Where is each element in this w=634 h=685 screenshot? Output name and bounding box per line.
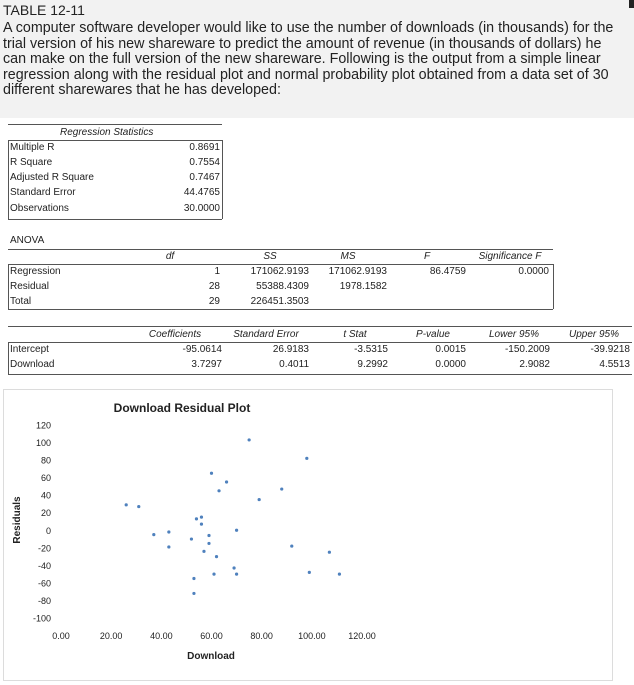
residual-point xyxy=(207,542,210,545)
y-tick-label: 120 xyxy=(35,420,51,431)
regstats-value-observations: 30.0000 xyxy=(183,203,220,214)
y-tick-label: 0 xyxy=(45,525,51,536)
residual-point xyxy=(210,472,213,475)
coef-col-std-error: Standard Error xyxy=(233,329,299,340)
coef-intercept-upper95: -39.9218 xyxy=(590,344,630,355)
x-tick-label: 20.00 xyxy=(99,631,123,641)
residual-point xyxy=(248,438,251,441)
regstats-value-r-square: 0.7554 xyxy=(189,157,220,168)
residual-point xyxy=(225,480,228,483)
anova-df-total: 29 xyxy=(208,296,220,307)
coef-col-lower95: Lower 95% xyxy=(488,329,540,340)
residual-point xyxy=(190,537,193,540)
regstats-heading: Regression Statistics xyxy=(60,127,154,138)
coef-intercept-lower95: -150.2009 xyxy=(504,344,550,355)
coef-download-coefficient: 3.7297 xyxy=(191,359,222,370)
regstats-label-r-square: R Square xyxy=(10,157,53,168)
y-tick-label: -40 xyxy=(37,560,51,571)
coef-col-upper95: Upper 95% xyxy=(568,329,620,340)
coef-col-p-value: P-value xyxy=(416,329,450,340)
anova-ss-total: 226451.3503 xyxy=(250,296,309,307)
chart-title: Download Residual Plot xyxy=(113,401,251,415)
residual-point xyxy=(192,577,195,580)
anova-col-ms: MS xyxy=(340,251,356,262)
anova-right-rule xyxy=(553,264,554,309)
residual-point xyxy=(215,555,218,558)
residual-point xyxy=(258,498,261,501)
regstats-bottom-rule xyxy=(8,219,222,220)
residual-point xyxy=(235,573,238,576)
coef-bottom-rule xyxy=(8,374,632,375)
coef-header-rule xyxy=(8,342,632,343)
anova-df-regression: 1 xyxy=(214,266,220,277)
residual-point xyxy=(235,529,238,532)
anova-col-f: F xyxy=(423,251,431,262)
anova-col-df: df xyxy=(165,251,175,262)
y-tick-label: -60 xyxy=(37,578,51,589)
coef-col-coefficients: Coefficients xyxy=(148,329,202,340)
residual-plot-frame xyxy=(3,389,613,681)
residual-point xyxy=(305,457,308,460)
anova-ms-residual: 1978.1582 xyxy=(339,281,387,292)
y-tick-label: 100 xyxy=(35,438,51,449)
anova-header-rule xyxy=(8,264,553,265)
regstats-value-std-error: 44.4765 xyxy=(183,187,220,198)
y-tick-label: 20 xyxy=(40,508,51,519)
coef-intercept-std-error: 26.9183 xyxy=(272,344,309,355)
y-tick-label: 80 xyxy=(40,455,51,466)
x-tick-label: 100.00 xyxy=(298,631,326,641)
regstats-label-adj-r-square: Adjusted R Square xyxy=(10,172,94,183)
x-tick-label: 60.00 xyxy=(200,631,223,641)
regstats-left-rule xyxy=(8,140,9,219)
residual-point xyxy=(217,489,220,492)
residual-point xyxy=(167,530,170,533)
anova-f-regression: 86.4759 xyxy=(429,266,466,277)
anova-top-rule xyxy=(8,249,553,250)
y-tick-label: -80 xyxy=(37,595,51,606)
x-tick-label: 0.00 xyxy=(52,631,70,641)
anova-sig-regression: 0.0000 xyxy=(518,266,549,277)
residual-point xyxy=(137,505,140,508)
residual-plot xyxy=(4,390,612,680)
anova-heading: ANOVA xyxy=(10,235,45,246)
regstats-label-multiple-r: Multiple R xyxy=(10,142,55,153)
coef-left-rule xyxy=(8,342,9,374)
residual-point xyxy=(280,487,283,490)
regstats-header-rule xyxy=(8,140,222,141)
anova-col-sig-f: Significance F xyxy=(478,251,542,262)
coef-download-p-value: 0.0000 xyxy=(435,359,466,370)
y-axis-label: Residuals xyxy=(12,496,23,544)
residual-point xyxy=(328,551,331,554)
y-tick-label: 60 xyxy=(40,473,51,484)
residual-point xyxy=(167,545,170,548)
anova-left-rule xyxy=(8,264,9,309)
residual-point xyxy=(207,534,210,537)
x-tick-label: 120.00 xyxy=(348,631,376,641)
residual-point xyxy=(200,523,203,526)
residual-point xyxy=(125,503,128,506)
coef-download-std-error: 0.4011 xyxy=(279,359,309,370)
coef-download-lower95: 2.9082 xyxy=(519,359,550,370)
anova-ss-residual: 55388.4309 xyxy=(256,281,309,292)
table-title: TABLE 12-11 xyxy=(3,2,85,18)
coef-label-download: Download xyxy=(10,359,55,370)
anova-label-residual: Residual xyxy=(10,281,49,292)
coef-intercept-coefficient: -95.0614 xyxy=(182,344,222,355)
residual-point xyxy=(192,592,195,595)
anova-ss-regression: 171062.9193 xyxy=(250,266,309,277)
anova-col-ss: SS xyxy=(263,251,277,262)
residual-point xyxy=(195,517,198,520)
residual-point xyxy=(212,573,215,576)
residual-point xyxy=(200,516,203,519)
anova-bottom-rule xyxy=(8,309,553,310)
regstats-right-rule xyxy=(222,140,223,219)
edge-mark xyxy=(629,0,634,8)
anova-label-regression: Regression xyxy=(10,266,61,277)
residual-point xyxy=(308,571,311,574)
y-tick-label: -20 xyxy=(37,543,51,554)
anova-ms-regression: 171062.9193 xyxy=(328,266,387,277)
anova-df-residual: 28 xyxy=(208,281,220,292)
residual-point xyxy=(232,566,235,569)
regstats-value-multiple-r: 0.8691 xyxy=(189,142,220,153)
coef-download-upper95: 4.5513 xyxy=(599,359,630,370)
regstats-value-adj-r-square: 0.7467 xyxy=(189,172,220,183)
residual-point xyxy=(290,544,293,547)
coef-label-intercept: Intercept xyxy=(10,344,49,355)
residual-point xyxy=(338,573,341,576)
x-axis-label: Download xyxy=(187,651,235,662)
coef-top-rule xyxy=(8,326,632,327)
x-tick-label: 80.00 xyxy=(250,631,273,641)
residual-point xyxy=(202,550,205,553)
anova-label-total: Total xyxy=(10,296,32,307)
problem-description: A computer software developer would like to use the number of downloads (in thousands) for the trial version of his new shareware to predict the amount of revenue (in thousands of dollars) he can make on the full version of the new shareware. Following is the output from a simple linear regression along with the residual plot and normal probability plot obtained from a data set of 30 different sharewares that he has developed: xyxy=(3,20,614,99)
coef-col-t-stat: t Stat xyxy=(343,329,367,340)
regstats-top-rule xyxy=(8,124,222,125)
y-tick-label: 40 xyxy=(40,490,51,501)
x-tick-label: 40.00 xyxy=(150,631,173,641)
regstats-label-std-error: Standard Error xyxy=(10,187,76,198)
residual-point xyxy=(152,533,155,536)
y-tick-label: -100 xyxy=(32,613,51,624)
regstats-label-observations: Observations xyxy=(10,203,69,214)
coef-download-t-stat: 9.2992 xyxy=(357,359,388,370)
coef-intercept-t-stat: -3.5315 xyxy=(354,344,388,355)
coef-intercept-p-value: 0.0015 xyxy=(435,344,466,355)
